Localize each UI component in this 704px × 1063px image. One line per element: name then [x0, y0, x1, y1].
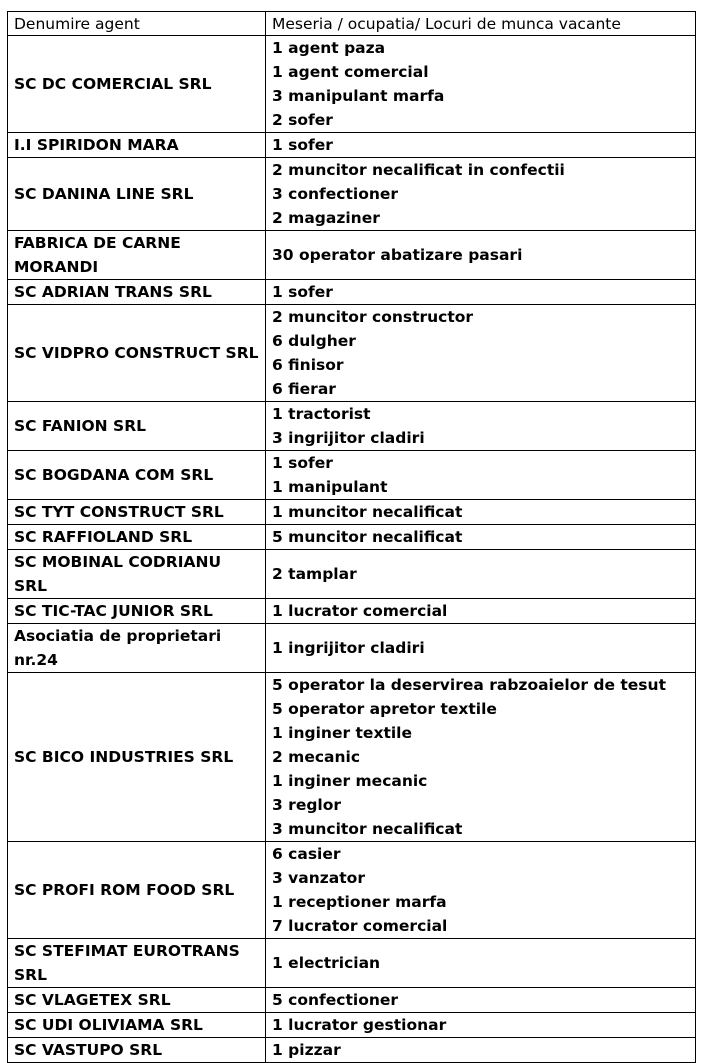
table-row [8, 988, 696, 1013]
table-row [8, 500, 696, 525]
jobs-cell [266, 1038, 696, 1063]
job-item: 3 manipulant marfa [272, 87, 445, 105]
agent-name-cell: SC BOGDANA COM SRL [8, 451, 266, 500]
table-row [8, 1038, 696, 1063]
table-row [8, 231, 696, 280]
job-item: 1 sofer [272, 454, 333, 472]
job-item: 1 lucrator comercial [272, 602, 448, 620]
agent-name-cell: SC DANINA LINE SRL [8, 158, 266, 231]
jobs-cell [266, 36, 696, 133]
job-item: 1 receptioner marfa [272, 893, 447, 911]
jobs-cell [266, 550, 696, 599]
job-item: 1 inginer textile [272, 724, 412, 742]
jobs-cell [266, 673, 696, 842]
jobs-cell [266, 305, 696, 402]
jobs-cell [266, 988, 696, 1013]
table-row [8, 550, 696, 599]
job-item: 6 dulgher [272, 332, 356, 350]
job-item: 6 casier [272, 845, 341, 863]
agent-name-cell: SC VASTUPO SRL [8, 1038, 266, 1063]
job-item: 1 muncitor necalificat [272, 503, 463, 521]
agent-name-cell: SC DC COMERCIAL SRL [8, 36, 266, 133]
jobs-cell [266, 939, 696, 988]
jobs-cell [266, 842, 696, 939]
job-item: 2 tamplar [272, 565, 357, 583]
jobs-cell [266, 133, 696, 158]
job-item: 1 sofer [272, 283, 333, 301]
jobs-cell [266, 402, 696, 451]
agent-name-cell: SC ADRIAN TRANS SRL [8, 280, 266, 305]
job-item: 2 mecanic [272, 748, 361, 766]
table-row [8, 158, 696, 231]
agent-name-cell: SC VIDPRO CONSTRUCT SRL [8, 305, 266, 402]
job-item: 2 muncitor constructor [272, 308, 474, 326]
jobs-cell [266, 451, 696, 500]
job-item: 5 operator apretor textile [272, 700, 497, 718]
agent-name-cell: SC FANION SRL [8, 402, 266, 451]
table-row [8, 133, 696, 158]
jobs-cell [266, 624, 696, 673]
job-item: 6 fierar [272, 380, 336, 398]
agent-name-cell: SC UDI OLIVIAMA SRL [8, 1013, 266, 1038]
job-item: 3 reglor [272, 796, 342, 814]
header-agent: Denumire agent [8, 12, 266, 36]
agent-name-cell: SC TIC-TAC JUNIOR SRL [8, 599, 266, 624]
job-item: 6 finisor [272, 356, 344, 374]
table-row [8, 939, 696, 988]
table-row [8, 451, 696, 500]
table-row [8, 599, 696, 624]
job-item: 2 muncitor necalificat in confectii [272, 161, 565, 179]
agent-name-cell: I.I SPIRIDON MARA [8, 133, 266, 158]
table-row [8, 842, 696, 939]
table-row [8, 305, 696, 402]
job-item: 3 confectioner [272, 185, 399, 203]
jobs-cell [266, 525, 696, 550]
job-item: 1 inginer mecanic [272, 772, 428, 790]
job-item: 1 agent comercial [272, 63, 429, 81]
agent-name-cell: SC PROFI ROM FOOD SRL [8, 842, 266, 939]
jobs-cell [266, 280, 696, 305]
agent-name-cell: SC TYT CONSTRUCT SRL [8, 500, 266, 525]
jobs-cell [266, 1013, 696, 1038]
job-item: 1 sofer [272, 136, 333, 154]
table-row [8, 402, 696, 451]
table-row [8, 525, 696, 550]
table-header-row [8, 12, 696, 36]
job-item: 2 sofer [272, 111, 333, 129]
agent-name-cell: SC BICO INDUSTRIES SRL [8, 673, 266, 842]
job-item: 5 muncitor necalificat [272, 528, 463, 546]
agent-name-cell: SC VLAGETEX SRL [8, 988, 266, 1013]
job-item: 3 vanzator [272, 869, 365, 887]
table-row [8, 1013, 696, 1038]
agent-name-cell: SC STEFIMAT EUROTRANS SRL [8, 939, 266, 988]
jobs-cell [266, 231, 696, 280]
job-item: 1 ingrijitor cladiri [272, 639, 425, 657]
agent-name-cell: SC RAFFIOLAND SRL [8, 525, 266, 550]
jobs-cell [266, 158, 696, 231]
job-item: 1 agent paza [272, 39, 386, 57]
job-item: 2 magaziner [272, 209, 380, 227]
job-item: 30 operator abatizare pasari [272, 246, 523, 264]
agent-name-cell: Asociatia de proprietari nr.24 [8, 624, 266, 673]
job-item: 3 ingrijitor cladiri [272, 429, 425, 447]
job-item: 1 lucrator gestionar [272, 1016, 447, 1034]
job-item: 3 muncitor necalificat [272, 820, 463, 838]
job-item: 1 electrician [272, 954, 381, 972]
job-item: 1 pizzar [272, 1041, 341, 1059]
job-item: 5 operator la deservirea rabzoaielor de tesut [272, 676, 666, 694]
table-row [8, 280, 696, 305]
vacancies-table [7, 11, 696, 1063]
header-jobs: Meseria / ocupatia/ Locuri de munca vacante [266, 12, 696, 36]
job-item: 5 confectioner [272, 991, 399, 1009]
agent-name-cell: SC MOBINAL CODRIANU SRL [8, 550, 266, 599]
job-item: 7 lucrator comercial [272, 917, 448, 935]
job-item: 1 manipulant [272, 478, 388, 496]
agent-name-cell: FABRICA DE CARNE MORANDI [8, 231, 266, 280]
jobs-cell [266, 599, 696, 624]
table-row [8, 673, 696, 842]
table-row [8, 624, 696, 673]
job-item: 1 tractorist [272, 405, 371, 423]
table-row [8, 36, 696, 133]
table-body [8, 36, 696, 1063]
jobs-cell [266, 500, 696, 525]
